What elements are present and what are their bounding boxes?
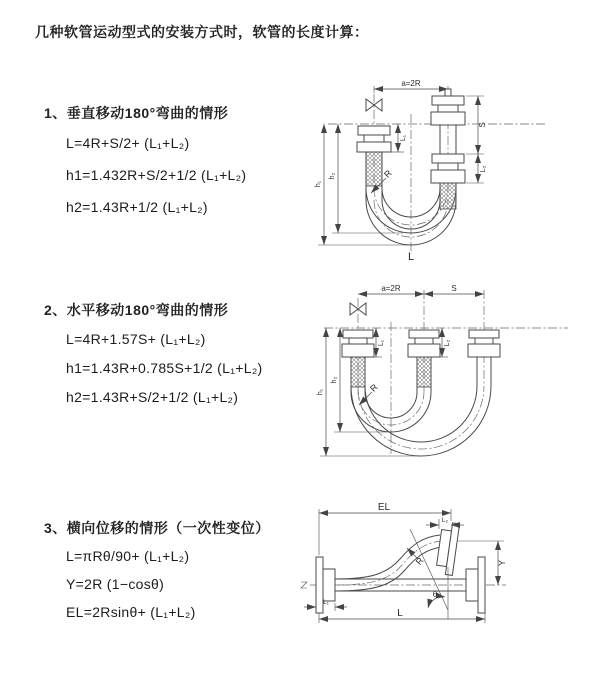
braid-right xyxy=(440,183,456,209)
dim-label-l1: L₁ xyxy=(378,339,385,347)
formula-y: Y=2R (1−cosθ) xyxy=(66,576,165,592)
length-label: L xyxy=(407,251,415,263)
section-1-heading: 1、垂直移动180°弯曲的情形 xyxy=(44,105,229,121)
dim-label-l2: L₂ xyxy=(441,517,449,524)
dim-label-l2: L₂ xyxy=(480,165,487,173)
break-mark xyxy=(301,582,307,588)
radius-label: R xyxy=(382,168,394,180)
braid-left xyxy=(366,152,382,186)
dim-label-l1: L₁ xyxy=(400,134,407,142)
section-horizontal-movement xyxy=(44,300,324,405)
length-label: L xyxy=(397,608,403,619)
fitting-right xyxy=(468,330,500,357)
diagram-horizontal-movement xyxy=(316,282,598,462)
radius-label: R xyxy=(413,555,426,567)
diagram-lateral-displacement xyxy=(298,497,600,669)
formula-h2: h2=1.43R+1/2 (L₁+L₂) xyxy=(66,199,208,215)
section-2-heading: 2、水平移动180°弯曲的情形 xyxy=(44,302,229,318)
section-3-heading: 3、横向位移的情形（一次性变位） xyxy=(44,520,270,536)
dim-label-a2r: a=2R xyxy=(401,79,421,88)
fitting-left xyxy=(357,126,391,152)
fitting-right-upper xyxy=(431,89,465,125)
formula-h1: h1=1.432R+S/2+1/2 (L₁+L₂) xyxy=(66,167,247,183)
page-title: 几种软管运动型式的安装方式时，软管的长度计算： xyxy=(35,24,369,40)
dim-label-el: EL xyxy=(377,502,391,513)
flange-right xyxy=(466,557,485,613)
dim-label-l2: L₂ xyxy=(444,339,451,347)
dim-label-h2: h₂ xyxy=(331,376,338,384)
flange-upper xyxy=(435,522,459,576)
dim-label-s: S xyxy=(478,122,487,128)
angle-theta-label: θ xyxy=(432,590,438,599)
dim-label-l1: L₁ xyxy=(323,599,329,606)
fitting-middle xyxy=(408,330,440,357)
diagram-vertical-movement xyxy=(308,76,600,264)
formula-h2: h2=1.43R+S/2+1/2 (L₁+L₂) xyxy=(66,389,239,405)
formula-el: EL=2Rsinθ+ (L₁+L₂) xyxy=(66,604,196,620)
braid-left xyxy=(351,357,365,387)
dim-label-y: Y xyxy=(497,559,507,567)
fitting-right-lower xyxy=(431,154,465,183)
section-vertical-movement xyxy=(44,103,324,215)
dim-label-s: S xyxy=(451,284,457,293)
braid-middle xyxy=(417,357,431,387)
formula-h1: h1=1.43R+0.785S+1/2 (L₁+L₂) xyxy=(66,360,263,376)
dim-label-a2r: a=2R xyxy=(381,284,401,293)
dimensions xyxy=(304,502,507,623)
dim-label-h1: h₁ xyxy=(317,388,324,396)
fitting-left xyxy=(342,330,374,357)
radius-label: R xyxy=(368,382,380,394)
section-lateral-displacement xyxy=(44,518,324,620)
formula-l: L=πRθ/90+ (L₁+L₂) xyxy=(66,548,190,564)
dim-label-h1: h₁ xyxy=(315,180,322,188)
formula-l: L=4R+S/2+ (L₁+L₂) xyxy=(66,135,190,151)
dim-label-h2: h₂ xyxy=(329,172,336,180)
dimensions xyxy=(317,284,484,456)
formula-l: L=4R+1.57S+ (L₁+L₂) xyxy=(66,331,206,347)
